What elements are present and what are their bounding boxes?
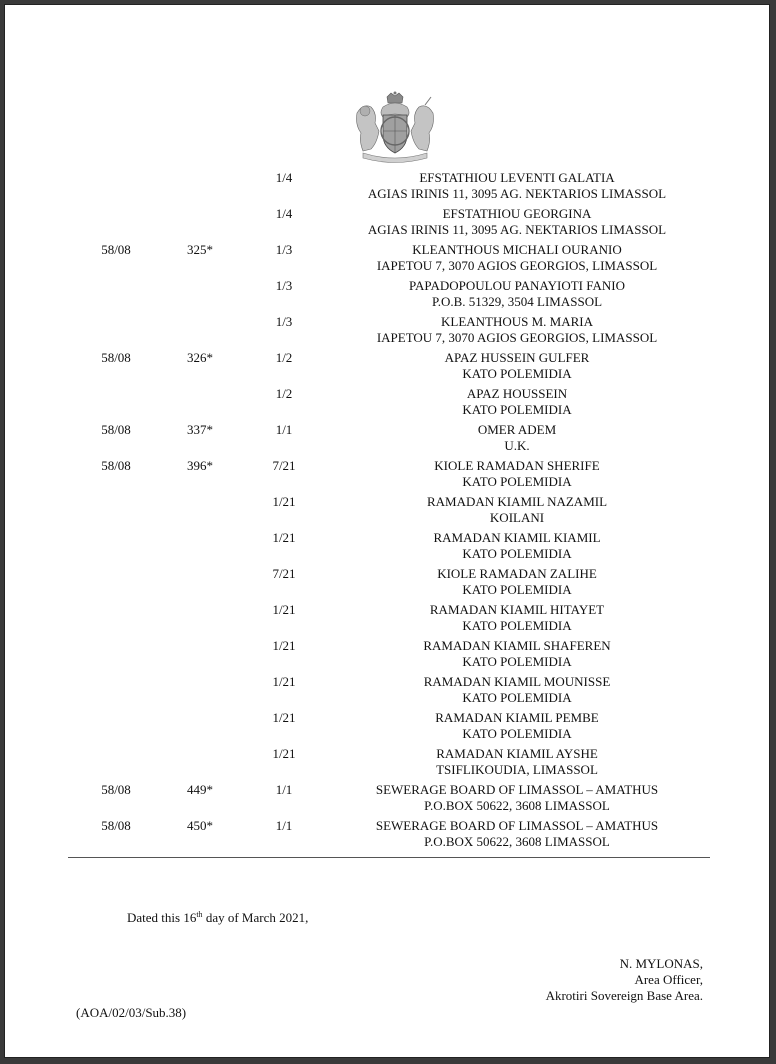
plot-number: 337* bbox=[187, 422, 213, 437]
table-row bbox=[5, 278, 771, 314]
share: 1/21 bbox=[272, 638, 296, 653]
table-row bbox=[5, 530, 771, 566]
table-row bbox=[5, 710, 771, 746]
plan-number: 58/08 bbox=[101, 818, 131, 833]
owner-address: KATO POLEMIDIA bbox=[462, 402, 572, 417]
owner-address: U.K. bbox=[504, 438, 530, 453]
owner-address: KATO POLEMIDIA bbox=[462, 474, 572, 489]
owner-address: KATO POLEMIDIA bbox=[462, 618, 572, 633]
share: 1/2 bbox=[275, 350, 293, 365]
share: 1/21 bbox=[272, 674, 296, 689]
owner-address: KATO POLEMIDIA bbox=[462, 654, 572, 669]
plan-number: 58/08 bbox=[101, 242, 131, 257]
plan-number: 58/08 bbox=[101, 422, 131, 437]
table-row bbox=[5, 350, 771, 386]
owner-name: APAZ HUSSEIN GULFER bbox=[444, 350, 590, 365]
table-row bbox=[5, 206, 771, 242]
owner-name: SEWERAGE BOARD OF LIMASSOL – AMATHUS bbox=[375, 782, 659, 797]
share: 7/21 bbox=[272, 566, 296, 581]
plan-number: 58/08 bbox=[101, 782, 131, 797]
dated-line bbox=[127, 910, 308, 926]
owner-name: RAMADAN KIAMIL AYSHE bbox=[436, 746, 598, 761]
table-row bbox=[5, 782, 771, 818]
owner-name: EFSTATHIOU LEVENTI GALATIA bbox=[419, 170, 615, 185]
owner-name: KIOLE RAMADAN ZALIHE bbox=[437, 566, 597, 581]
plot-number: 450* bbox=[187, 818, 213, 833]
plan-number: 58/08 bbox=[101, 350, 131, 365]
landowner-table bbox=[5, 170, 771, 854]
plot-number: 449* bbox=[187, 782, 213, 797]
table-row bbox=[5, 494, 771, 530]
owner-address: KATO POLEMIDIA bbox=[462, 366, 572, 381]
owner-name: KLEANTHOUS MICHALI OURANIO bbox=[412, 242, 622, 257]
table-row bbox=[5, 314, 771, 350]
table-row bbox=[5, 386, 771, 422]
table-bottom-rule bbox=[68, 857, 710, 858]
table-row bbox=[5, 602, 771, 638]
plot-number: 326* bbox=[187, 350, 213, 365]
owner-address: KATO POLEMIDIA bbox=[462, 726, 572, 741]
signatory-title: Area Officer, bbox=[634, 972, 703, 987]
owner-name: RAMADAN KIAMIL MOUNISSE bbox=[423, 674, 611, 689]
owner-address: TSIFLIKOUDIA, LIMASSOL bbox=[436, 762, 598, 777]
owner-address: IAPETOU 7, 3070 AGIOS GEORGIOS, LIMASSOL bbox=[376, 258, 658, 273]
signature-block bbox=[425, 956, 703, 1004]
plot-number: 396* bbox=[187, 458, 213, 473]
dated-suffix: day of March 2021, bbox=[202, 910, 309, 925]
owner-address: IAPETOU 7, 3070 AGIOS GEORGIOS, LIMASSOL bbox=[376, 330, 658, 345]
owner-name: KLEANTHOUS M. MARIA bbox=[440, 314, 594, 329]
share: 1/21 bbox=[272, 710, 296, 725]
owner-address: AGIAS IRINIS 11, 3095 AG. NEKTARIOS LIMASSOL bbox=[367, 186, 667, 201]
signatory-name: N. MYLONAS, bbox=[619, 956, 703, 971]
table-row bbox=[5, 458, 771, 494]
owner-name: RAMADAN KIAMIL PEMBE bbox=[435, 710, 599, 725]
share: 1/3 bbox=[275, 278, 293, 293]
owner-address: P.O.BOX 50622, 3608 LIMASSOL bbox=[424, 834, 610, 849]
share: 1/1 bbox=[275, 422, 293, 437]
owner-name: RAMADAN KIAMIL KIAMIL bbox=[433, 530, 601, 545]
owner-name: OMER ADEM bbox=[477, 422, 557, 437]
plot-number: 325* bbox=[187, 242, 213, 257]
table-row bbox=[5, 674, 771, 710]
table-row bbox=[5, 242, 771, 278]
share: 1/1 bbox=[275, 818, 293, 833]
dated-ordinal: th bbox=[196, 910, 203, 919]
owner-address: KATO POLEMIDIA bbox=[462, 690, 572, 705]
owner-name: EFSTATHIOU GEORGINA bbox=[442, 206, 592, 221]
share: 1/21 bbox=[272, 602, 296, 617]
document-page bbox=[4, 4, 770, 1058]
share: 1/21 bbox=[272, 530, 296, 545]
table-row bbox=[5, 638, 771, 674]
owner-name: PAPADOPOULOU PANAYIOTI FANIO bbox=[409, 278, 625, 293]
signatory-organization: Akrotiri Sovereign Base Area. bbox=[545, 988, 703, 1003]
share: 1/21 bbox=[272, 746, 296, 761]
owner-address: P.O.BOX 50622, 3608 LIMASSOL bbox=[424, 798, 610, 813]
document-reference: (AOA/02/03/Sub.38) bbox=[76, 1005, 187, 1020]
owner-name: APAZ HOUSSEIN bbox=[466, 386, 568, 401]
table-row bbox=[5, 170, 771, 206]
share: 7/21 bbox=[272, 458, 296, 473]
owner-name: RAMADAN KIAMIL SHAFEREN bbox=[423, 638, 611, 653]
table-row bbox=[5, 422, 771, 458]
owner-address: KATO POLEMIDIA bbox=[462, 582, 572, 597]
owner-address: P.O.B. 51329, 3504 LIMASSOL bbox=[431, 294, 603, 309]
table-row bbox=[5, 746, 771, 782]
share: 1/1 bbox=[275, 782, 293, 797]
share: 1/3 bbox=[275, 314, 293, 329]
owner-address: AGIAS IRINIS 11, 3095 AG. NEKTARIOS LIMASSOL bbox=[367, 222, 667, 237]
table-row bbox=[5, 818, 771, 854]
plan-number: 58/08 bbox=[101, 458, 131, 473]
owner-name: RAMADAN KIAMIL NAZAMIL bbox=[426, 494, 608, 509]
owner-name: KIOLE RAMADAN SHERIFE bbox=[434, 458, 600, 473]
table-row bbox=[5, 566, 771, 602]
dated-prefix: Dated this 16 bbox=[127, 910, 197, 925]
share: 1/3 bbox=[275, 242, 293, 257]
owner-address: KATO POLEMIDIA bbox=[462, 546, 572, 561]
owner-name: SEWERAGE BOARD OF LIMASSOL – AMATHUS bbox=[375, 818, 659, 833]
owner-address: KOILANI bbox=[489, 510, 545, 525]
share: 1/4 bbox=[275, 206, 293, 221]
share: 1/4 bbox=[275, 170, 293, 185]
royal-coat-of-arms-icon bbox=[349, 91, 441, 163]
owner-name: RAMADAN KIAMIL HITAYET bbox=[429, 602, 605, 617]
share: 1/21 bbox=[272, 494, 296, 509]
share: 1/2 bbox=[275, 386, 293, 401]
